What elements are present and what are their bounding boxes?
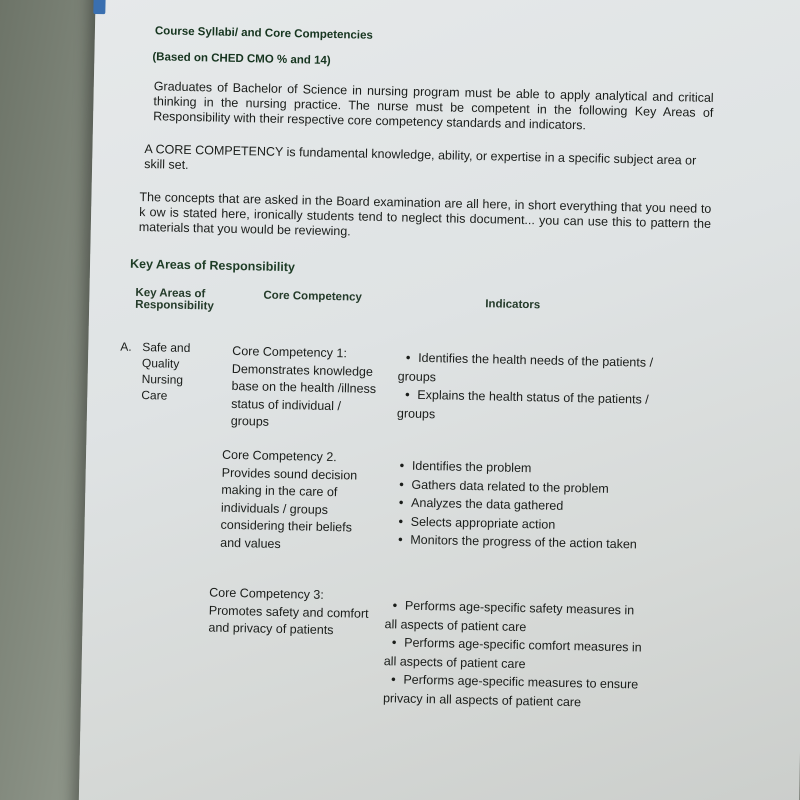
document-page	[78, 0, 800, 800]
core-competency-3: Core Competency 3: Promotes safety and comfort and privacy of patients	[208, 585, 369, 638]
bullet-icon: •	[398, 495, 404, 510]
indicator-item: • Performs age-specific comfort measures in all aspects of patient care	[384, 633, 645, 675]
key-area-letter: A.	[120, 339, 132, 354]
page-title: Course Syllabi/ and Core Competencies	[154, 25, 373, 42]
indicator-item: • Gathers data related to the problem	[391, 475, 651, 499]
binder-tab	[93, 0, 106, 14]
indicators-group-1	[397, 348, 658, 427]
note-paragraph: The concepts that are asked in the Board examination are all here, in short everything that you need to k ow is stated here, ironically students tend to neglect this document... you can use this to pattern the materials that you would be reviewing.	[138, 189, 712, 239]
indicators-group-3	[383, 596, 645, 712]
column-header-area: Key Areas of Responsibility	[135, 286, 214, 313]
page-subtitle: (Based on CHED CMO % and 14)	[152, 51, 331, 67]
indicator-item: • Monitors the progress of the action taken	[390, 530, 650, 554]
bullet-icon: •	[398, 532, 403, 547]
indicator-item: • Identifies the problem	[392, 456, 652, 480]
competency-table	[120, 287, 710, 759]
bullet-icon: •	[392, 598, 398, 613]
definition-paragraph: A CORE COMPETENCY is fundamental knowledge, ability, or expertise in a specific subject area or skill set.	[144, 142, 697, 172]
core-competency-1: Core Competency 1: Demonstrates knowledge base on the health /illness status of individual / groups	[230, 343, 377, 429]
key-area-name: Safe and Quality Nursing Care	[141, 340, 191, 403]
key-area	[119, 339, 212, 405]
indicator-item: • Analyzes the data gathered	[391, 493, 651, 517]
section-heading: Key Areas of Responsibility	[129, 256, 296, 275]
indicator-item: • Performs age-specific measures to ensure privacy in all aspects of patient care	[383, 670, 644, 712]
bullet-icon: •	[399, 458, 405, 473]
intro-paragraph: Graduates of Bachelor of Science in nursing program must be able to apply analytical and critical thinking in the nursing practice. The nurse must be competent in the following Key Areas of Responsibility with their respective core competency standards and indicators.	[153, 79, 714, 133]
column-header-competency: Core Competency	[263, 289, 362, 304]
indicator-item: • Explains the health status of the patients / groups	[397, 385, 658, 427]
indicator-item: • Performs age-specific safety measures in all aspects of patient care	[384, 596, 645, 638]
bullet-icon: •	[398, 513, 404, 529]
bullet-icon: •	[391, 635, 397, 650]
core-competency-2: Core Competency 2. Provides sound decision making in the care of individuals / groups considering their beliefs and values	[220, 447, 358, 551]
indicator-item: • Identifies the health needs of the patients / groups	[398, 348, 659, 390]
bullet-icon: •	[405, 350, 411, 365]
bullet-icon: •	[405, 387, 410, 402]
page-content	[120, 25, 715, 759]
column-header-indicators: Indicators	[485, 298, 541, 312]
bullet-icon: •	[399, 476, 404, 492]
indicators-group-2	[390, 456, 652, 554]
indicator-item: • Selects appropriate action	[391, 512, 651, 536]
bullet-icon: •	[391, 672, 396, 687]
